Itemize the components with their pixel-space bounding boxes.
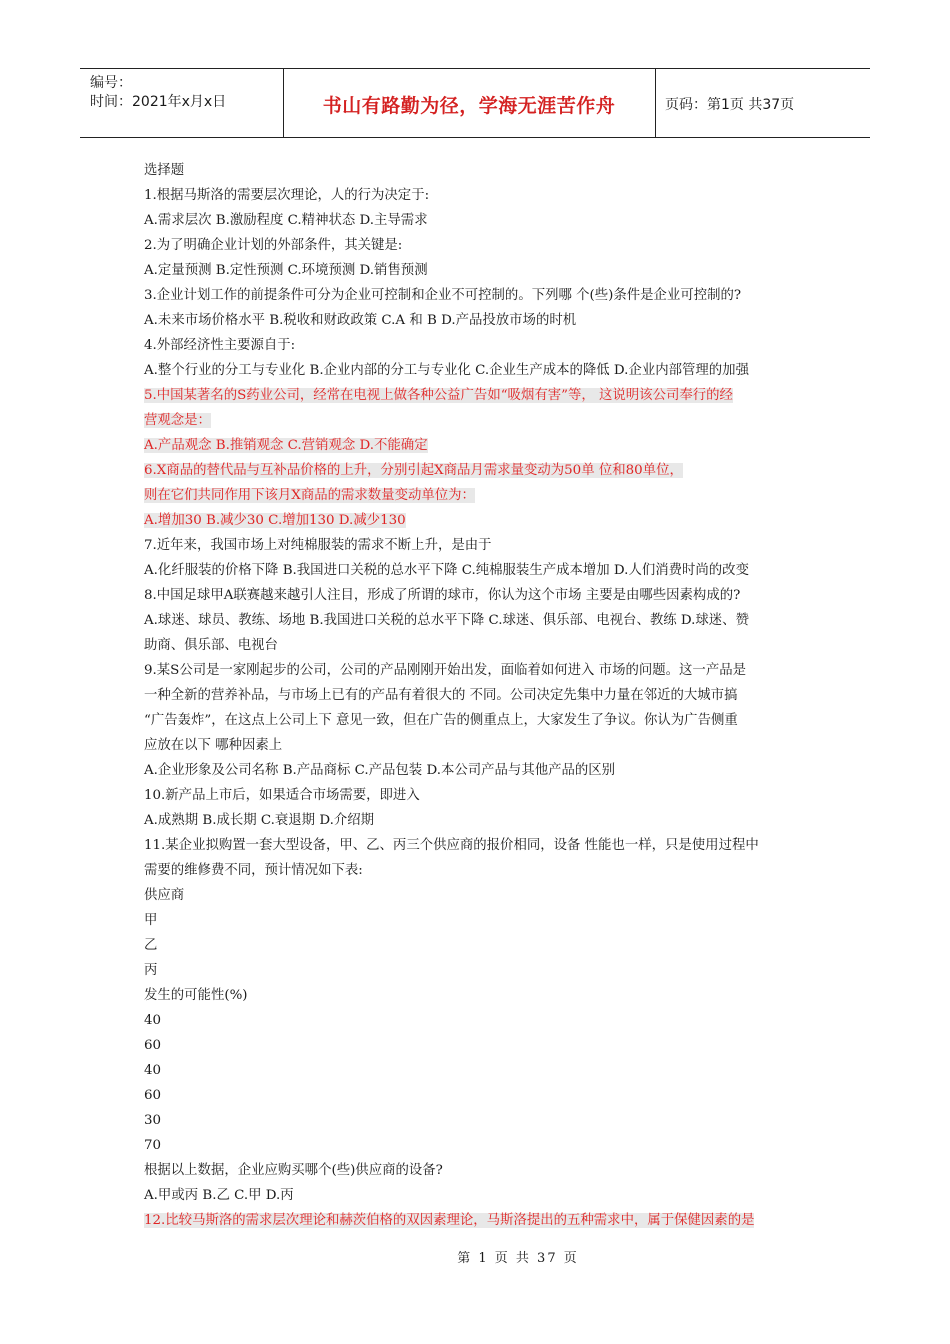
text-line-content: 3.企业计划工作的前提条件可分为企业可控制和企业不可控制的。下列哪 个(些)条件是企业可控制的? (144, 288, 742, 303)
text-line-content: A.定量预测 B.定性预测 C.环境预测 D.销售预测 (144, 263, 428, 278)
text-line (144, 433, 804, 458)
text-line-content: A.增加30 B.减少30 C.增加130 D.减少130 (144, 513, 406, 528)
document-header (80, 68, 870, 138)
text-line-content: A.产品观念 B.推销观念 C.营销观念 D.不能确定 (144, 438, 428, 453)
text-line (144, 708, 804, 733)
footer-page-number: 第 1 页 共 37 页 (457, 1251, 579, 1266)
text-line (144, 633, 804, 658)
text-line-content: 70 (144, 1138, 162, 1153)
text-line (144, 683, 804, 708)
text-line (144, 933, 804, 958)
header-meta-cell (80, 69, 284, 137)
text-line-content: A.未来市场价格水平 B.税收和财政政策 C.A 和 B D.产品投放市场的时机 (144, 313, 577, 328)
text-line-content: A.成熟期 B.成长期 C.衰退期 D.介绍期 (144, 813, 375, 828)
text-line-content: 应放在以下 哪种因素上 (144, 738, 283, 753)
text-line-content: 助商、俱乐部、电视台 (144, 638, 278, 653)
text-line-content: A.整个行业的分工与专业化 B.企业内部的分工与专业化 C.企业生产成本的降低 D.企业内部管理的加强 (144, 363, 749, 378)
text-line (144, 858, 804, 883)
text-line-content: 丙 (144, 963, 158, 978)
text-line-content: 9.某S公司是一家刚起步的公司，公司的产品刚刚开始出发，面临着如何进入 市场的问题。这一产品是 (144, 663, 746, 678)
text-line (144, 833, 804, 858)
text-line (144, 908, 804, 933)
text-line (144, 583, 804, 608)
text-line (144, 333, 804, 358)
text-line (144, 658, 804, 683)
text-line-content: 供应商 (144, 888, 185, 903)
text-line (144, 1133, 804, 1158)
text-line (144, 383, 804, 408)
text-line (144, 483, 804, 508)
text-line-content: 60 (144, 1038, 162, 1053)
page-number-label: 页码：第1页 共37页 (665, 97, 795, 113)
text-line (144, 883, 804, 908)
text-line-content: 5.中国某著名的S药业公司，经常在电视上做各种公益广告如“吸烟有害”等， 这说明该公司奉行的经 (144, 388, 733, 403)
time-label: 时间：2021年x月x日 (90, 94, 227, 110)
text-line-content: 30 (144, 1113, 162, 1128)
text-line-content: 需要的维修费不同，预计情况如下表: (144, 863, 363, 878)
header-page-cell (655, 69, 870, 137)
text-line (144, 808, 804, 833)
text-line-content: 8.中国足球甲A联赛越来越引人注目，形成了所谓的球市，你认为这个市场 主要是由哪些因素构成的? (144, 588, 741, 603)
text-line-content: “广告轰炸”，在这点上公司上下 意见一致，但在广告的侧重点上，大家发生了争议。你认为广告侧重 (144, 713, 738, 728)
text-line (144, 1083, 804, 1108)
text-line (144, 258, 804, 283)
text-line (144, 458, 804, 483)
text-line (144, 558, 804, 583)
text-line-content: 12.比较马斯洛的需求层次理论和赫茨伯格的双因素理论，马斯洛提出的五种需求中，属于保健因素的是 (144, 1213, 755, 1228)
text-line-content: 2.为了明确企业计划的外部条件，其关键是: (144, 238, 403, 253)
text-line (144, 608, 804, 633)
text-line-content: 发生的可能性(%) (144, 988, 248, 1003)
text-line (144, 958, 804, 983)
text-line (144, 183, 804, 208)
text-line (144, 508, 804, 533)
text-line-content: 乙 (144, 938, 158, 953)
text-line-content: A.需求层次 B.激励程度 C.精神状态 D.主导需求 (144, 213, 428, 228)
text-line-content: 营观念是： (144, 413, 211, 428)
text-line-content: 11.某企业拟购置一套大型设备，甲、乙、丙三个供应商的报价相同，设备 性能也一样，只是使用过程中 (144, 838, 759, 853)
number-label: 编号： (90, 75, 132, 91)
text-line-content: 40 (144, 1063, 162, 1078)
text-line (144, 283, 804, 308)
text-line (144, 783, 804, 808)
text-line-content: 10.新产品上市后，如果适合市场需要，即进入 (144, 788, 420, 803)
page-footer (0, 1247, 950, 1266)
text-line (144, 233, 804, 258)
text-line-content: 7.近年来，我国市场上对纯棉服装的需求不断上升，是由于 (144, 538, 492, 553)
text-line (144, 1008, 804, 1033)
text-line (144, 1158, 804, 1183)
text-line (144, 1033, 804, 1058)
text-line (144, 308, 804, 333)
header-motto-cell (283, 69, 656, 137)
text-line (144, 158, 804, 183)
text-line-content: A.企业形象及公司名称 B.产品商标 C.产品包装 D.本公司产品与其他产品的区别 (144, 763, 616, 778)
text-line (144, 983, 804, 1008)
text-line-content: 则在它们共同作用下该月X商品的需求数量变动单位为： (144, 488, 475, 503)
text-line-content: 1.根据马斯洛的需要层次理论，人的行为决定于: (144, 188, 430, 203)
text-line (144, 1208, 804, 1233)
text-line (144, 533, 804, 558)
text-line-content: 4.外部经济性主要源自于: (144, 338, 296, 353)
text-line (144, 208, 804, 233)
text-line-content: 40 (144, 1013, 162, 1028)
text-line-content: 6.X商品的替代品与互补品价格的上升，分别引起X商品月需求量变动为50单 位和80单位， (144, 463, 683, 478)
text-line-content: A.球迷、球员、教练、场地 B.我国进口关税的总水平下降 C.球迷、俱乐部、电视台、教练 D.球迷、赞 (144, 613, 749, 628)
text-line-content: 选择题 (144, 163, 185, 178)
text-line-content: 一种全新的营养补品，与市场上已有的产品有着很大的 不同。公司决定先集中力量在邻近的大城市搞 (144, 688, 738, 703)
text-line (144, 733, 804, 758)
text-line (144, 1058, 804, 1083)
text-line-content: A.化纤服装的价格下降 B.我国进口关税的总水平下降 C.纯棉服装生产成本增加 D.人们消费时尚的改变 (144, 563, 749, 578)
text-line (144, 408, 804, 433)
text-line (144, 358, 804, 383)
text-line-content: 根据以上数据，企业应购买哪个(些)供应商的设备? (144, 1163, 443, 1178)
document-body (144, 158, 804, 1233)
motto: 书山有路勤为径，学海无涯苦作舟 (322, 95, 616, 117)
text-line (144, 1183, 804, 1208)
text-line-content: 60 (144, 1088, 162, 1103)
text-line (144, 1108, 804, 1133)
text-line (144, 758, 804, 783)
text-line-content: 甲 (144, 913, 158, 928)
text-line-content: A.甲或丙 B.乙 C.甲 D.丙 (144, 1188, 294, 1203)
